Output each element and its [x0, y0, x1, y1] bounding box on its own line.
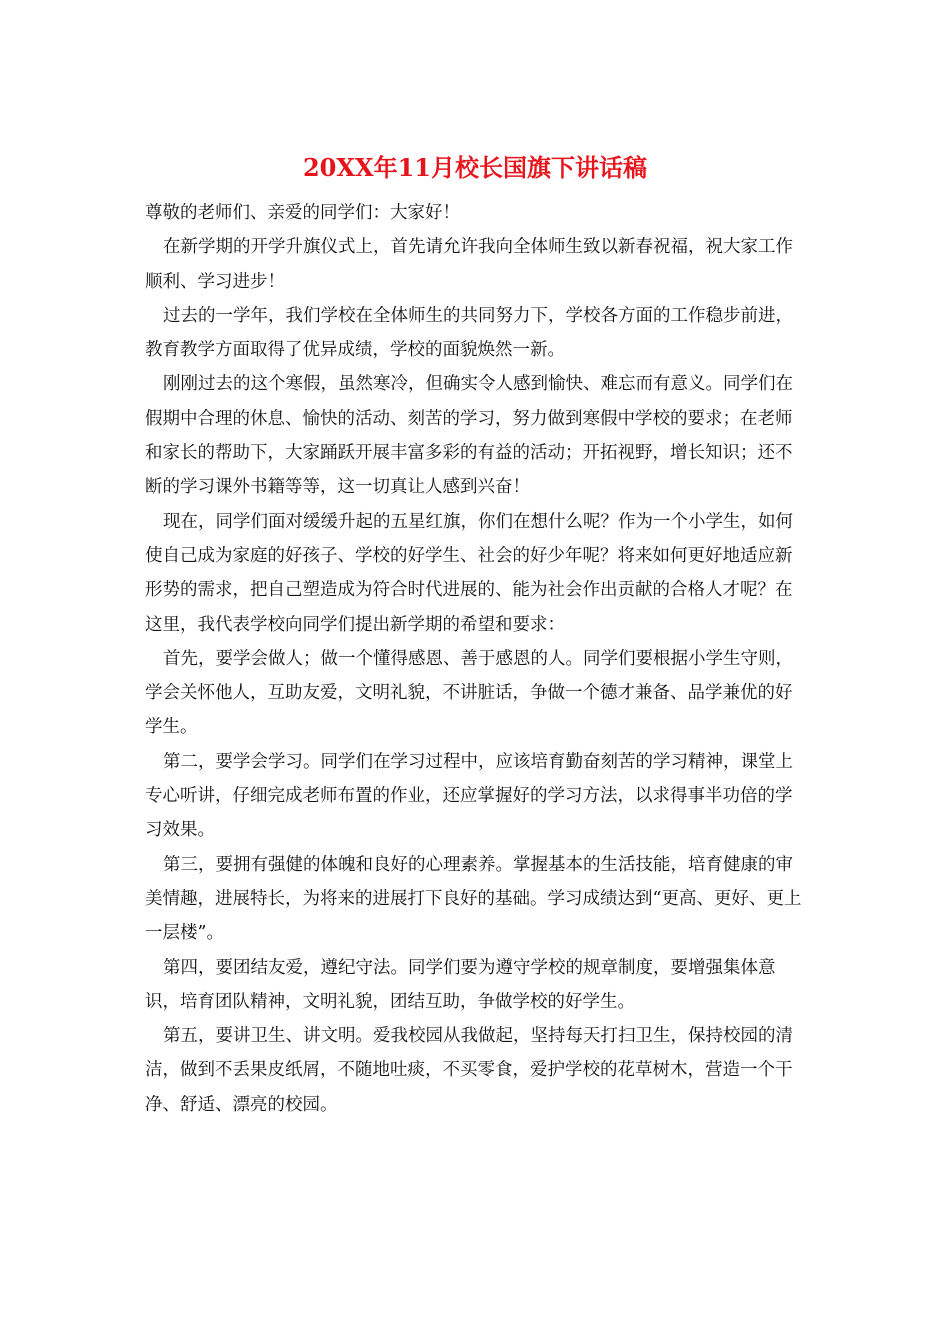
paragraph-second-requirement: 第二，要学会学习。同学们在学习过程中，应该培育勤奋刻苦的学习精神，课堂上专心听讲，仔细完成老师布置的作业，还应掌握好的学习方法，以求得事半功倍的学习效果。 — [145, 751, 793, 841]
paragraph-fifth-requirement: 第五，要讲卫生、讲文明。爱我校园从我做起，坚持每天打扫卫生，保持校园的清洁，做到不丢果皮纸屑，不随地吐痰，不买零食，爱护学校的花草树木，营造一个干净、舒适、漂亮的校园。 — [145, 1026, 793, 1115]
paragraph-third-requirement: 第三，要拥有强健的体魄和良好的心理素养。掌握基本的生活技能，培育健康的审美情趣，进展特长，为将来的进展打下良好的基础。学习成绩达到“更高、更好、更上一层楼”。 — [145, 854, 802, 944]
paragraph-flag-raising: 现在，同学们面对缓缓升起的五星红旗，你们在想什么呢？作为一个小学生，如何使自己成为家庭的好孩子、学校的好学生、社会的好少年呢？将来如何更好地适应新形势的需求，把自己塑造成为符合时代进展的、能为社会作出贡献的合格人才呢？在这里，我代表学校向同学们提出新学期的希望和要求： — [145, 511, 793, 635]
paragraph-first-requirement: 首先，要学会做人；做一个懂得感恩、善于感恩的人。同学们要根据小学生守则，学会关怀他人，互助友爱，文明礼貌，不讲脏话，争做一个德才兼备、品学兼优的好学生。 — [145, 648, 793, 738]
greeting-paragraph: 尊敬的老师们、亲爱的同学们：大家好！ — [145, 203, 460, 223]
paragraph-fourth-requirement: 第四，要团结友爱，遵纪守法。同学们要为遵守学校的规章制度，要增强集体意识，培育团队精神，文明礼貌，团结互助，争做学校的好学生。 — [145, 957, 776, 1012]
document-body — [145, 196, 805, 1122]
paragraph-past-year: 过去的一学年，我们学校在全体师生的共同努力下，学校各方面的工作稳步前进，教育教学方面取得了优异成绩，学校的面貌焕然一新。 — [145, 305, 793, 361]
paragraph-winter-vacation: 刚刚过去的这个寒假，虽然寒冷，但确实令人感到愉快、难忘而有意义。同学们在假期中合理的休息、愉快的活动、刻苦的学习，努力做到寒假中学校的要求；在老师和家长的帮助下，大家踊跃开展丰富多彩的有益的活动；开拓视野，增长知识；还不断的学习课外书籍等等，这一切真让人感到兴奋！ — [145, 374, 793, 498]
paragraph-new-semester-wishes: 在新学期的开学升旗仪式上，首先请允许我向全体师生致以新春祝福，祝大家工作顺利、学习进步！ — [145, 237, 793, 292]
document-title: 20XX年11月校长国旗下讲话稿 — [302, 153, 648, 182]
